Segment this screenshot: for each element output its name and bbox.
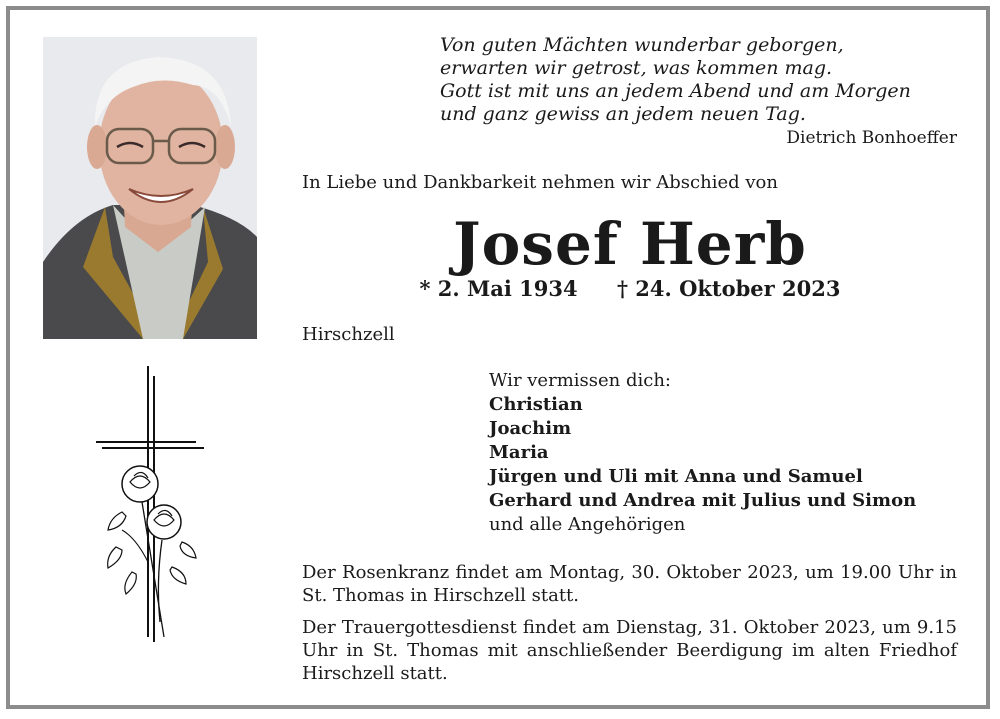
mourner-name: Jürgen und Uli mit Anna und Samuel — [489, 466, 863, 487]
death-date: † 24. Oktober 2023 — [616, 276, 841, 301]
mourners-heading: Wir vermissen dich: — [489, 370, 671, 391]
cross-icon — [92, 362, 212, 662]
mourner-name: Gerhard und Andrea mit Julius und Simon — [489, 490, 917, 511]
funeral-notice: Der Trauergottesdienst findet am Dienstag, 31. Oktober 2023, um 9.15 Uhr in St. Thomas mit anschließender Beerdigung im alten Friedhof Hirschzell statt. — [302, 617, 957, 684]
quote-line: und ganz gewiss an jedem neuen Tag. — [440, 103, 806, 125]
rosary-notice: Der Rosenkranz findet am Montag, 30. Oktober 2023, um 19.00 Uhr in St. Thomas in Hirschzell statt. — [302, 562, 957, 606]
quote-line: Gott ist mit uns an jedem Abend und am Morgen — [440, 80, 911, 102]
mourner-name: Maria — [489, 442, 549, 463]
quote-line: erwarten wir getrost, was kommen mag. — [440, 57, 833, 79]
mourners-list — [489, 369, 916, 537]
mourner-name: Joachim — [489, 418, 572, 439]
quote-line: Von guten Mächten wunderbar geborgen, — [440, 34, 844, 56]
life-dates — [300, 276, 960, 301]
birth-date: * 2. Mai 1934 — [419, 276, 578, 301]
hometown: Hirschzell — [302, 324, 395, 345]
quote-author: Dietrich Bonhoeffer — [786, 128, 957, 148]
cross-with-roses — [92, 362, 212, 662]
portrait-photo — [43, 37, 257, 339]
intro-text: In Liebe und Dankbarkeit nehmen wir Abschied von — [302, 172, 778, 193]
mourners-footer: und alle Angehörigen — [489, 514, 686, 535]
deceased-name: Josef Herb — [453, 210, 807, 278]
mourner-name: Christian — [489, 394, 583, 415]
bonhoeffer-quote — [440, 34, 960, 126]
portrait-illustration — [43, 37, 257, 339]
